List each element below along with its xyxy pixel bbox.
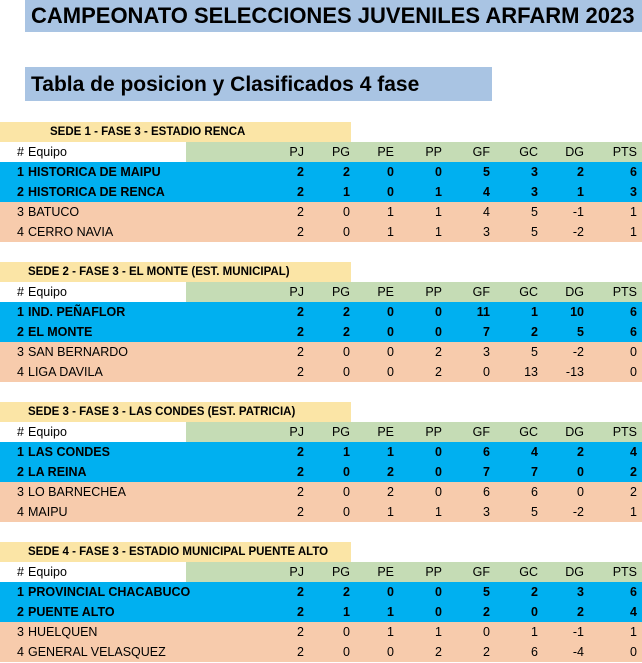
table-row	[0, 322, 642, 342]
position-cell: 3	[17, 345, 24, 359]
gf-cell: 5	[483, 585, 490, 599]
pg-cell: 1	[343, 445, 350, 459]
column-header-num: #	[17, 565, 24, 579]
pg-cell: 0	[343, 625, 350, 639]
pp-cell: 0	[435, 485, 442, 499]
gf-cell: 5	[483, 165, 490, 179]
column-header-dg: DG	[565, 285, 584, 299]
pe-cell: 0	[387, 305, 394, 319]
column-header-pts: PTS	[612, 285, 637, 299]
column-header-pj: PJ	[289, 285, 304, 299]
gf-cell: 0	[483, 625, 490, 639]
gf-cell: 4	[483, 185, 490, 199]
column-header-dg: DG	[565, 425, 584, 439]
pj-cell: 2	[297, 205, 304, 219]
pp-cell: 0	[435, 445, 442, 459]
dg-cell: 0	[577, 485, 584, 499]
dg-cell: -2	[572, 345, 584, 359]
table-row	[0, 622, 642, 642]
pj-cell: 2	[297, 365, 304, 379]
team-cell: PROVINCIAL CHACABUCO	[28, 585, 191, 599]
pg-cell: 0	[343, 225, 350, 239]
column-header-pj: PJ	[289, 145, 304, 159]
table-row	[0, 182, 642, 202]
dg-cell: -13	[565, 365, 584, 379]
column-header-pe: PE	[377, 145, 394, 159]
pp-cell: 0	[435, 305, 442, 319]
pts-cell: 1	[630, 625, 637, 639]
gf-cell: 0	[483, 365, 490, 379]
pts-cell: 2	[630, 485, 637, 499]
position-cell: 2	[17, 185, 24, 199]
column-header-gc: GC	[519, 145, 538, 159]
pg-cell: 0	[343, 365, 350, 379]
pj-cell: 2	[297, 165, 304, 179]
column-header-pg: PG	[331, 285, 350, 299]
pts-cell: 4	[630, 605, 637, 619]
team-cell: GENERAL VELASQUEZ	[28, 645, 166, 659]
pp-cell: 2	[435, 645, 442, 659]
sede-header: SEDE 3 - FASE 3 - LAS CONDES (EST. PATRICIA)	[0, 402, 351, 422]
pe-cell: 1	[387, 205, 394, 219]
gc-cell: 3	[531, 165, 538, 179]
column-header-pe: PE	[377, 565, 394, 579]
pts-cell: 1	[630, 205, 637, 219]
column-header-row	[0, 562, 642, 582]
pe-cell: 0	[387, 165, 394, 179]
dg-cell: 5	[577, 325, 584, 339]
position-cell: 4	[17, 225, 24, 239]
gc-cell: 6	[531, 645, 538, 659]
gf-cell: 2	[483, 605, 490, 619]
column-header-num: #	[17, 425, 24, 439]
team-cell: EL MONTE	[28, 325, 93, 339]
gf-cell: 6	[483, 485, 490, 499]
pts-cell: 3	[630, 185, 637, 199]
team-cell: HUELQUEN	[28, 625, 98, 639]
table-row	[0, 482, 642, 502]
team-cell: LO BARNECHEA	[28, 485, 126, 499]
pj-cell: 2	[297, 345, 304, 359]
team-cell: LA REINA	[28, 465, 87, 479]
position-cell: 1	[17, 305, 24, 319]
dg-cell: 2	[577, 605, 584, 619]
gc-cell: 5	[531, 225, 538, 239]
pj-cell: 2	[297, 485, 304, 499]
pe-cell: 0	[387, 325, 394, 339]
team-cell: PUENTE ALTO	[28, 605, 115, 619]
column-header-pe: PE	[377, 285, 394, 299]
gc-cell: 1	[531, 305, 538, 319]
sede-header: SEDE 4 - FASE 3 - ESTADIO MUNICIPAL PUENTE ALTO	[0, 542, 351, 562]
position-cell: 3	[17, 625, 24, 639]
table-row	[0, 462, 642, 482]
pe-cell: 0	[387, 365, 394, 379]
table-row	[0, 342, 642, 362]
gf-cell: 11	[476, 305, 490, 319]
gf-cell: 3	[483, 225, 490, 239]
gf-cell: 7	[483, 465, 490, 479]
dg-cell: -4	[572, 645, 584, 659]
column-header-dg: DG	[565, 565, 584, 579]
pe-cell: 0	[387, 185, 394, 199]
pg-cell: 0	[343, 645, 350, 659]
position-cell: 4	[17, 505, 24, 519]
position-cell: 2	[17, 325, 24, 339]
pj-cell: 2	[297, 305, 304, 319]
pp-cell: 1	[435, 505, 442, 519]
sede-section	[0, 542, 642, 662]
pe-cell: 2	[387, 465, 394, 479]
page-title: CAMPEONATO SELECCIONES JUVENILES ARFARM 2023	[25, 0, 642, 32]
pts-cell: 1	[630, 225, 637, 239]
team-cell: BATUCO	[28, 205, 80, 219]
position-cell: 3	[17, 485, 24, 499]
gc-cell: 0	[531, 605, 538, 619]
column-header-gf: GF	[472, 425, 490, 439]
pj-cell: 2	[297, 605, 304, 619]
position-cell: 2	[17, 605, 24, 619]
gc-cell: 1	[531, 625, 538, 639]
dg-cell: 2	[577, 165, 584, 179]
column-header-gc: GC	[519, 285, 538, 299]
pp-cell: 1	[435, 625, 442, 639]
column-header-pg: PG	[331, 425, 350, 439]
column-header-pp: PP	[425, 565, 442, 579]
table-row	[0, 642, 642, 662]
pts-cell: 0	[630, 645, 637, 659]
column-header-gf: GF	[472, 565, 490, 579]
pts-cell: 6	[630, 325, 637, 339]
pp-cell: 0	[435, 585, 442, 599]
sede-section	[0, 122, 642, 242]
table-row	[0, 202, 642, 222]
table-row	[0, 222, 642, 242]
column-header-gf: GF	[472, 285, 490, 299]
pp-cell: 1	[435, 185, 442, 199]
pp-cell: 0	[435, 465, 442, 479]
sede-section	[0, 262, 642, 382]
column-header-dg: DG	[565, 145, 584, 159]
column-header-pe: PE	[377, 425, 394, 439]
column-header-team: Equipo	[28, 425, 67, 439]
pe-cell: 0	[387, 585, 394, 599]
sede-header: SEDE 1 - FASE 3 - ESTADIO RENCA	[0, 122, 351, 142]
pts-cell: 0	[630, 345, 637, 359]
pe-cell: 0	[387, 645, 394, 659]
team-cell: HISTORICA DE MAIPU	[28, 165, 161, 179]
gf-cell: 7	[483, 325, 490, 339]
gf-cell: 3	[483, 345, 490, 359]
dg-cell: 1	[577, 185, 584, 199]
column-header-pp: PP	[425, 425, 442, 439]
pj-cell: 2	[297, 225, 304, 239]
gf-cell: 6	[483, 445, 490, 459]
pg-cell: 2	[343, 165, 350, 179]
pts-cell: 6	[630, 305, 637, 319]
dg-cell: 10	[570, 305, 584, 319]
column-header-pg: PG	[331, 145, 350, 159]
pg-cell: 2	[343, 305, 350, 319]
column-header-pj: PJ	[289, 565, 304, 579]
pp-cell: 2	[435, 365, 442, 379]
pg-cell: 2	[343, 585, 350, 599]
pp-cell: 0	[435, 165, 442, 179]
pg-cell: 1	[343, 605, 350, 619]
column-header-team: Equipo	[28, 285, 67, 299]
gc-cell: 2	[531, 325, 538, 339]
pp-cell: 2	[435, 345, 442, 359]
gc-cell: 5	[531, 345, 538, 359]
pe-cell: 1	[387, 505, 394, 519]
table-row	[0, 602, 642, 622]
sede-header: SEDE 2 - FASE 3 - EL MONTE (EST. MUNICIPAL)	[0, 262, 351, 282]
team-cell: CERRO NAVIA	[28, 225, 114, 239]
page-subtitle: Tabla de posicion y Clasificados 4 fase	[25, 67, 492, 101]
column-header-gc: GC	[519, 425, 538, 439]
column-header-row	[0, 422, 642, 442]
gc-cell: 6	[531, 485, 538, 499]
gc-cell: 5	[531, 205, 538, 219]
gc-cell: 4	[531, 445, 538, 459]
dg-cell: -1	[572, 205, 584, 219]
column-header-num: #	[17, 285, 24, 299]
table-row	[0, 302, 642, 322]
gc-cell: 5	[531, 505, 538, 519]
pe-cell: 1	[387, 225, 394, 239]
pts-cell: 2	[630, 465, 637, 479]
column-header-pts: PTS	[612, 425, 637, 439]
column-header-pts: PTS	[612, 145, 637, 159]
team-cell: MAIPU	[28, 505, 68, 519]
position-cell: 1	[17, 445, 24, 459]
pe-cell: 2	[387, 485, 394, 499]
dg-cell: -2	[572, 505, 584, 519]
pj-cell: 2	[297, 465, 304, 479]
column-header-gf: GF	[472, 145, 490, 159]
column-header-num: #	[17, 145, 24, 159]
pj-cell: 2	[297, 625, 304, 639]
dg-cell: -1	[572, 625, 584, 639]
position-cell: 3	[17, 205, 24, 219]
column-header-row	[0, 142, 642, 162]
pj-cell: 2	[297, 445, 304, 459]
pe-cell: 0	[387, 345, 394, 359]
dg-cell: 3	[577, 585, 584, 599]
pj-cell: 2	[297, 325, 304, 339]
pp-cell: 1	[435, 205, 442, 219]
pp-cell: 0	[435, 605, 442, 619]
position-cell: 1	[17, 585, 24, 599]
gc-cell: 2	[531, 585, 538, 599]
pp-cell: 1	[435, 225, 442, 239]
pe-cell: 1	[387, 625, 394, 639]
column-header-team: Equipo	[28, 145, 67, 159]
pj-cell: 2	[297, 645, 304, 659]
pg-cell: 1	[343, 185, 350, 199]
pg-cell: 0	[343, 485, 350, 499]
team-cell: IND. PEÑAFLOR	[28, 305, 126, 319]
pg-cell: 0	[343, 205, 350, 219]
table-row	[0, 582, 642, 602]
position-cell: 4	[17, 645, 24, 659]
pts-cell: 1	[630, 505, 637, 519]
team-cell: LIGA DAVILA	[28, 365, 103, 379]
pg-cell: 0	[343, 345, 350, 359]
pg-cell: 0	[343, 465, 350, 479]
pts-cell: 0	[630, 365, 637, 379]
team-cell: LAS CONDES	[28, 445, 110, 459]
pg-cell: 0	[343, 505, 350, 519]
column-header-row	[0, 282, 642, 302]
pg-cell: 2	[343, 325, 350, 339]
column-header-pj: PJ	[289, 425, 304, 439]
pts-cell: 4	[630, 445, 637, 459]
gf-cell: 4	[483, 205, 490, 219]
position-cell: 1	[17, 165, 24, 179]
table-row	[0, 442, 642, 462]
table-row	[0, 162, 642, 182]
gc-cell: 7	[531, 465, 538, 479]
pts-cell: 6	[630, 585, 637, 599]
position-cell: 2	[17, 465, 24, 479]
table-row	[0, 502, 642, 522]
column-header-gc: GC	[519, 565, 538, 579]
column-header-pp: PP	[425, 285, 442, 299]
sede-section	[0, 402, 642, 522]
pe-cell: 1	[387, 605, 394, 619]
pe-cell: 1	[387, 445, 394, 459]
column-header-pts: PTS	[612, 565, 637, 579]
gf-cell: 2	[483, 645, 490, 659]
column-header-pg: PG	[331, 565, 350, 579]
column-header-pp: PP	[425, 145, 442, 159]
position-cell: 4	[17, 365, 24, 379]
pj-cell: 2	[297, 585, 304, 599]
team-cell: HISTORICA DE RENCA	[28, 185, 165, 199]
pp-cell: 0	[435, 325, 442, 339]
gc-cell: 3	[531, 185, 538, 199]
pts-cell: 6	[630, 165, 637, 179]
table-row	[0, 362, 642, 382]
gc-cell: 13	[524, 365, 538, 379]
team-cell: SAN BERNARDO	[28, 345, 129, 359]
dg-cell: 2	[577, 445, 584, 459]
pj-cell: 2	[297, 185, 304, 199]
pj-cell: 2	[297, 505, 304, 519]
dg-cell: 0	[577, 465, 584, 479]
dg-cell: -2	[572, 225, 584, 239]
column-header-team: Equipo	[28, 565, 67, 579]
gf-cell: 3	[483, 505, 490, 519]
